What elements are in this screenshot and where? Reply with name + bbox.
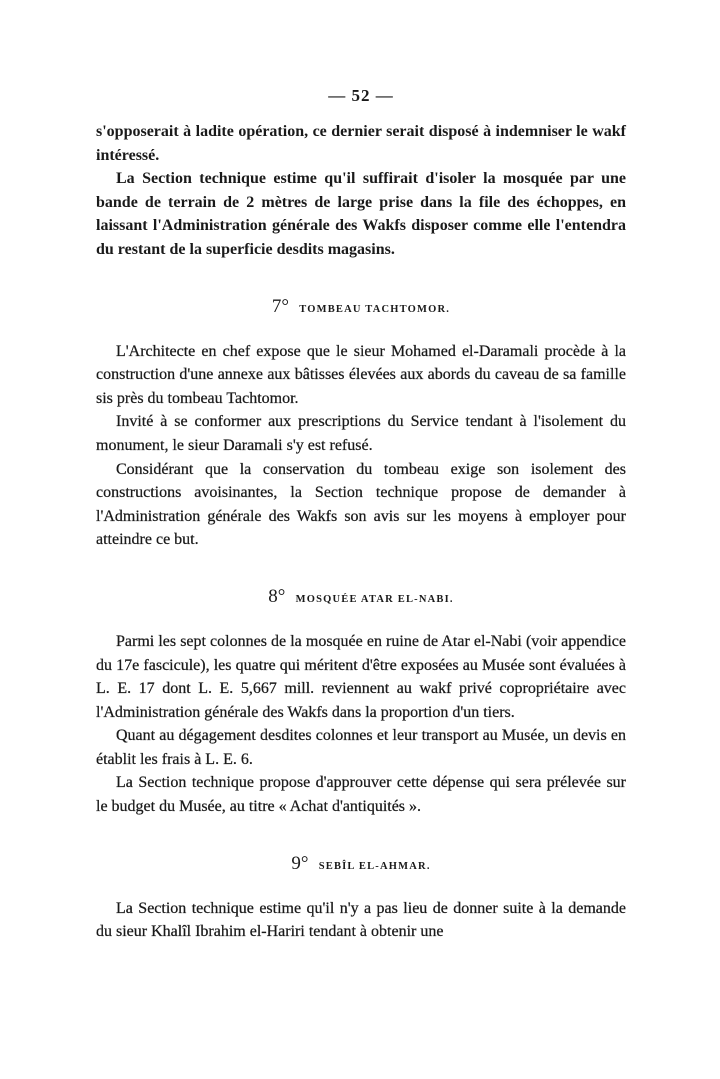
section-9-number: 9°	[291, 852, 309, 874]
section-7-heading	[96, 296, 626, 318]
section-7-number: 7°	[271, 295, 289, 317]
section-9-paragraph-1: La Section technique estime qu'il n'y a pas lieu de donner suite à la demande du sieur Khalîl Ibrahim el-Hariri tendant à obtenir une	[96, 899, 626, 941]
intro-paragraph-2: La Section technique estime qu'il suffirait d'isoler la mosquée par une bande de terrain de 2 mètres de large prise dans la file des échoppes, en laissant l'Administration générale des Wakfs disposer comme elle l'entendra du restant de la superficie desdits magasins.	[96, 170, 626, 258]
section-7-paragraph-3: Considérant que la conservation du tombeau exige son isolement des constructions avoisinantes, la Section technique propose de demander à l'Administration générale des Wakfs son avis sur les moyens à employer pour atteindre ce but.	[96, 460, 626, 549]
section-7-title: TOMBEAU TACHTOMOR.	[299, 303, 451, 315]
section-7-paragraph-2: Invité à se conformer aux prescriptions du Service tendant à l'isolement du monument, le sieur Daramali s'y est refusé.	[96, 413, 626, 454]
section-9-title: SEBÎL EL-AHMAR.	[318, 860, 431, 872]
section-8-heading	[96, 586, 626, 608]
document-page	[96, 86, 626, 944]
section-8-paragraph-1: Parmi les sept colonnes de la mosquée en ruine de Atar el-Nabi (voir appendice du 17e fascicule), les quatre qui méritent d'être exposées au Musée sont évaluées à L. E. 17 dont L. E. 5,667 mill. reviennent au wakf privé copropriétaire avec l'Administration générale des Wakfs dans la proportion d'un tiers.	[96, 632, 626, 721]
page-number: — 52 —	[328, 86, 394, 105]
intro-paragraph-1: s'opposerait à ladite opération, ce dernier serait disposé à indemniser le wakf intéressé.	[96, 123, 626, 164]
section-8-paragraph-2: Quant au dégagement desdites colonnes et leur transport au Musée, un devis en établit les frais à L. E. 6.	[96, 727, 626, 768]
section-8-title: MOSQUÉE ATAR EL-NABI.	[295, 593, 454, 605]
section-9-heading	[96, 853, 626, 875]
section-8-number: 8°	[268, 585, 286, 607]
section-7-paragraph-1: L'Architecte en chef expose que le sieur Mohamed el-Daramali procède à la construction d'une annexe aux bâtisses élevées aux abords du caveau de sa famille sis près du tombeau Tachtomor.	[96, 342, 626, 407]
section-8-paragraph-3: La Section technique propose d'approuver cette dépense qui sera prélevée sur le budget du Musée, au titre « Achat d'antiquités ».	[96, 774, 626, 816]
